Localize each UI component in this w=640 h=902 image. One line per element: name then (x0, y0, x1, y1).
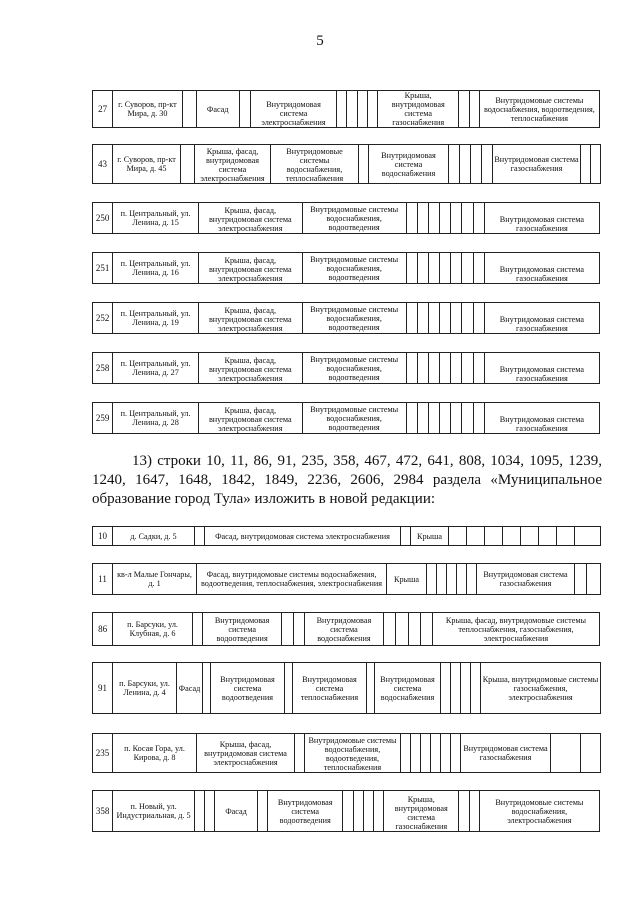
work-cell: Внутридомовые системы водоснабжения, теплоснабжения (271, 145, 359, 184)
work-cell: Фасад, внутридомовые системы водоснабжения, водоотведения, теплоснабжения, электроснабжения (197, 564, 387, 595)
row-number: 27 (93, 91, 113, 128)
row-address: п. Центральный, ул. Ленина, д. 28 (113, 403, 199, 434)
table-row (92, 662, 601, 714)
work-cell: Внутридомовые системы водоснабжения, водоотведения (302, 403, 406, 434)
table-row (92, 790, 600, 832)
work-cell: Внутридомовая система газоснабжения (484, 303, 599, 334)
work-cell: Фасад (196, 91, 239, 128)
row-address: д. Садки, д. 5 (113, 527, 195, 546)
table-row (92, 733, 601, 773)
table-row (92, 90, 600, 128)
row-address: п. Центральный, ул. Ленина, д. 19 (113, 303, 199, 334)
work-cell: Крыша, фасад, внутридомовая система электроснабжения (197, 734, 295, 773)
work-cell: Крыша, фасад, внутридомовая система электроснабжения (198, 253, 302, 284)
work-cell: Внутридомовая система газоснабжения (484, 353, 599, 384)
work-cell: Крыша, внутридомовая система газоснабжения (377, 91, 458, 128)
work-cell: Внутридомовые системы водоснабжения, водоотведения (302, 353, 406, 384)
work-cell: Внутридомовая система газоснабжения (484, 203, 599, 234)
row-number: 250 (93, 203, 113, 234)
work-cell: Внутридомовая система водоотведения (202, 613, 281, 646)
work-cell: Внутридомовые системы водоснабжения, электроснабжения (479, 791, 599, 832)
row-address: кв-л Малые Гончары, д. 1 (113, 564, 197, 595)
work-cell: Внутридомовая система водоотведения (268, 791, 343, 832)
work-cell: Внутридомовая система теплоснабжения (293, 663, 367, 714)
work-cell: Внутридомовая система водоотведения (211, 663, 285, 714)
table-row (92, 252, 600, 284)
table-row (92, 563, 601, 595)
work-cell: Крыша, внутридомовая система газоснабжения (384, 791, 459, 832)
work-cell: Крыша (411, 527, 449, 546)
table-row (92, 352, 600, 384)
row-address: г. Суворов, пр-кт Мира, д. 30 (113, 91, 182, 128)
work-cell: Крыша, фасад, внутридомовая система электроснабжения (198, 353, 302, 384)
work-cell: Внутридомовая система водоснабжения (375, 663, 441, 714)
work-cell: Внутридомовые системы водоснабжения, водоотведения, теплоснабжения (305, 734, 401, 773)
row-number: 235 (93, 734, 113, 773)
work-cell: Фасад (177, 663, 203, 714)
work-cell: Внутридомовая система водоснабжения (304, 613, 383, 646)
work-cell: Внутридомовая система газоснабжения (484, 403, 599, 434)
work-cell: Внутридомовая система газоснабжения (461, 734, 551, 773)
work-cell: Фасад (215, 791, 258, 832)
work-cell: Крыша, внутридомовые системы газоснабжения, электроснабжения (481, 663, 601, 714)
row-address: п. Центральный, ул. Ленина, д. 27 (113, 353, 199, 384)
row-address: п. Косая Гора, ул. Кирова, д. 8 (113, 734, 197, 773)
row-number: 251 (93, 253, 113, 284)
row-number: 91 (93, 663, 113, 714)
work-cell: Фасад, внутридомовая система электроснабжения (205, 527, 401, 546)
row-address: п. Барсуки, ул. Клубная, д. 6 (113, 613, 192, 646)
table-row (92, 526, 601, 546)
row-number: 11 (93, 564, 113, 595)
row-address: г. Суворов, пр-кт Мира, д. 45 (113, 145, 181, 184)
row-number: 86 (93, 613, 113, 646)
table-row (92, 202, 600, 234)
work-cell: Внутридомовая система электроснабжения (250, 91, 337, 128)
work-cell: Внутридомовые системы водоснабжения, водоотведения, теплоснабжения (479, 91, 599, 128)
row-number: 259 (93, 403, 113, 434)
work-cell: Внутридомовая система водоснабжения (369, 145, 449, 184)
work-cell: Крыша (387, 564, 427, 595)
table-row (92, 144, 601, 184)
work-cell: Крыша, фасад, внутридомовая система электроснабжения (198, 303, 302, 334)
page-number: 5 (316, 33, 324, 49)
work-cell: Внутридомовая система газоснабжения (493, 145, 581, 184)
work-cell: Внутридомовые системы водоснабжения, водоотведения (302, 203, 406, 234)
work-cell: Крыша, фасад, внутридомовая система электроснабжения (198, 403, 302, 434)
work-cell: Внутридомовые системы водоснабжения, водоотведения (302, 303, 406, 334)
table-row (92, 402, 600, 434)
work-cell: Крыша, фасад, внутридомовая система электроснабжения (195, 145, 271, 184)
row-number: 43 (93, 145, 113, 184)
row-address: п. Барсуки, ул. Ленина, д. 4 (113, 663, 177, 714)
amendment-paragraph: 13) строки 10, 11, 86, 91, 235, 358, 467, 472, 641, 808, 1034, 1095, 1239, 1240, 1647, 1648, 1842, 1849, 2236, 2606, 2984 раздела «Муниципальное образование город Тула» изложить в новой редакции: (92, 453, 602, 507)
row-address: п. Центральный, ул. Ленина, д. 16 (113, 253, 199, 284)
row-number: 258 (93, 353, 113, 384)
work-cell: Крыша, фасад, внутридомовая система электроснабжения (198, 203, 302, 234)
row-address: п. Новый, ул. Индустриальная, д. 5 (113, 791, 194, 832)
row-number: 358 (93, 791, 113, 832)
row-number: 10 (93, 527, 113, 546)
table-row (92, 302, 600, 334)
row-number: 252 (93, 303, 113, 334)
row-address: п. Центральный, ул. Ленина, д. 15 (113, 203, 199, 234)
work-cell: Внутридомовая система газоснабжения (484, 253, 599, 284)
table-row (92, 612, 600, 646)
work-cell: Внутридомовая система газоснабжения (477, 564, 575, 595)
work-cell: Внутридомовые системы водоснабжения, водоотведения (302, 253, 406, 284)
work-cell: Крыша, фасад, внутридомовые системы теплоснабжения, газоснабжения, электроснабжения (432, 613, 599, 646)
